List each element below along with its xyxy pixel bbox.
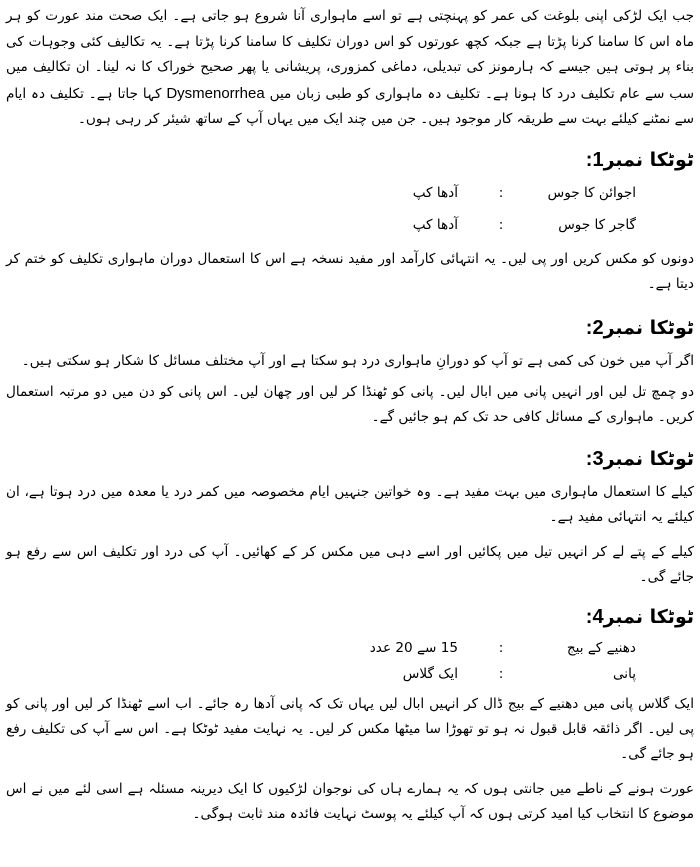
heading-number: 1: xyxy=(585,148,604,171)
closing-paragraph: عورت ہونے کے ناطے میں جانتی ہوں کہ یہ ہمارے ہاں کی نوجوان لڑکیوں کا ایک دیرینہ مسئلہ ہے اسی لئے میں نے اس موضوع کا انتخاب کیا امید کرتی ہوں کہ آپ کیلئے یہ پوسٹ نہایت فائدہ مند ثابت ہوگی۔ xyxy=(6,780,694,822)
ingredient-quantity: 15 سے 20 عدد xyxy=(369,639,458,656)
heading-number: 4: xyxy=(585,605,604,628)
heading-label: ٹوٹکا نمبر xyxy=(603,148,694,171)
ingredient-name: دھنیے کے بیج xyxy=(566,639,636,656)
heading-number: 2: xyxy=(585,316,604,339)
remedy-heading xyxy=(6,147,694,173)
remedy-paragraph: اگر آپ میں خون کی کمی ہے تو آپ کو دورانِ ماہواری درد ہو سکتا ہے اور آپ مختلف مسائل کا شکار ہو سکتی ہیں۔ xyxy=(21,352,694,369)
intro-paragraph xyxy=(6,4,694,133)
ingredient-list xyxy=(6,636,694,686)
ingredient-row xyxy=(6,213,694,237)
remedy-heading xyxy=(6,446,694,472)
heading-label: ٹوٹکا نمبر xyxy=(603,447,694,470)
remedy-2 xyxy=(6,315,694,430)
remedy-heading xyxy=(6,604,694,630)
intro-text: جب ایک لڑکی اپنی بلوغت کی عمر کو پہنچتی ہے تو اسے ماہواری آنا شروع ہو جاتی ہے۔ ایک صحت مند عورت کو ہر ماہ اس کا سامنا کرنا پڑتا ہے جبکہ کچھ عورتوں کو اس دوران تکلیف کا سامنا کرنا پڑتا ہے۔ یہ تکالیف کئی وجوہات کی بناء پر ہوتی ہیں جیسے کہ ہارمونز کی تبدیلی، دماغی کمزوری، پریشانی یا پھر صحیح خوراک کا نہ لینا۔ ان تکالیف میں سب سے عام تکلیف درد کا ہونا ہے۔ تکلیف دہ ماہواری کو طبی زبان میں xyxy=(6,8,695,102)
remedy-paragraph: دو چمچ تل لیں اور انہیں پانی میں ابال لیں۔ پانی کو ٹھنڈا کر لیں اور چھان لیں۔ اس پانی کو دن میں دو مرتبہ استعمال کریں۔ ماہواری کے مسائل کافی حد تک کم ہو جائیں گے۔ xyxy=(6,383,694,425)
article xyxy=(6,4,694,827)
ingredient-name: اجوائن کا جوس xyxy=(547,184,636,201)
remedy-paragraph: کیلے کا استعمال ماہواری میں بہت مفید ہے۔ وہ خواتین جنہیں ایام مخصوصہ میں کمر درد یا معدہ میں درد ہوتا ہے، ان کیلئے یہ انتہائی مفید ہے۔ xyxy=(6,483,694,525)
ingredient-separator: : xyxy=(498,639,504,656)
medical-term: Dysmenorrhea xyxy=(166,84,265,102)
heading-number: 3: xyxy=(585,447,604,470)
remedy-paragraph: ایک گلاس پانی میں دھنیے کے بیج ڈال کر انہیں ابال لیں یہاں تک کہ پانی آدھا رہ جائے۔ اب اسے ٹھنڈا کر لیں اور پانی کو پی لیں۔ اگر ذائقہ قابل قبول نہ ہو تو تھوڑا سا میٹھا مکس کر لیں۔ یہ نہایت مفید ٹوٹکا ہے۔ اس سے آپ کی تکلیف رفع ہو جائے گی۔ xyxy=(6,695,694,762)
remedy-1 xyxy=(6,147,694,297)
remedy-4 xyxy=(6,604,694,767)
remedy-paragraph: کیلے کے پتے لے کر انہیں تیل میں پکائیں اور اسے دہی میں مکس کر کے کھائیں۔ آپ کی درد اور تکلیف اس سے رفع ہو جائے گی۔ xyxy=(6,543,694,585)
heading-label: ٹوٹکا نمبر xyxy=(603,316,694,339)
ingredient-quantity: ایک گلاس xyxy=(402,665,458,682)
remedy-heading xyxy=(6,315,694,341)
ingredient-name: پانی xyxy=(612,665,636,682)
ingredient-row xyxy=(6,662,694,686)
intro xyxy=(6,4,694,133)
heading-label: ٹوٹکا نمبر xyxy=(603,605,694,628)
remedy-3 xyxy=(6,446,694,590)
ingredient-name: گاجر کا جوس xyxy=(558,216,636,233)
ingredient-list xyxy=(6,181,694,237)
intro-text-end: کہا جاتا ہے۔ تکلیف دہ ایام سے نمٹنے کیلئے بہت سے طریقہ کار موجود ہیں۔ جن میں چند ایک میں یہاں آپ کے ساتھ شیئر کر رہی ہوں۔ xyxy=(6,85,694,127)
ingredient-quantity: آدھا کپ xyxy=(412,216,458,233)
ingredient-row xyxy=(6,636,694,660)
ingredient-separator: : xyxy=(498,184,504,201)
ingredient-row xyxy=(6,181,694,205)
remedy-paragraph: دونوں کو مکس کریں اور پی لیں۔ یہ انتہائی کارآمد اور مفید نسخہ ہے اس کا استعمال دوران ماہواری تکلیف کو ختم کر دیتا ہے۔ xyxy=(6,250,694,292)
ingredient-separator: : xyxy=(498,216,504,233)
ingredient-separator: : xyxy=(498,665,504,682)
ingredient-quantity: آدھا کپ xyxy=(412,184,458,201)
